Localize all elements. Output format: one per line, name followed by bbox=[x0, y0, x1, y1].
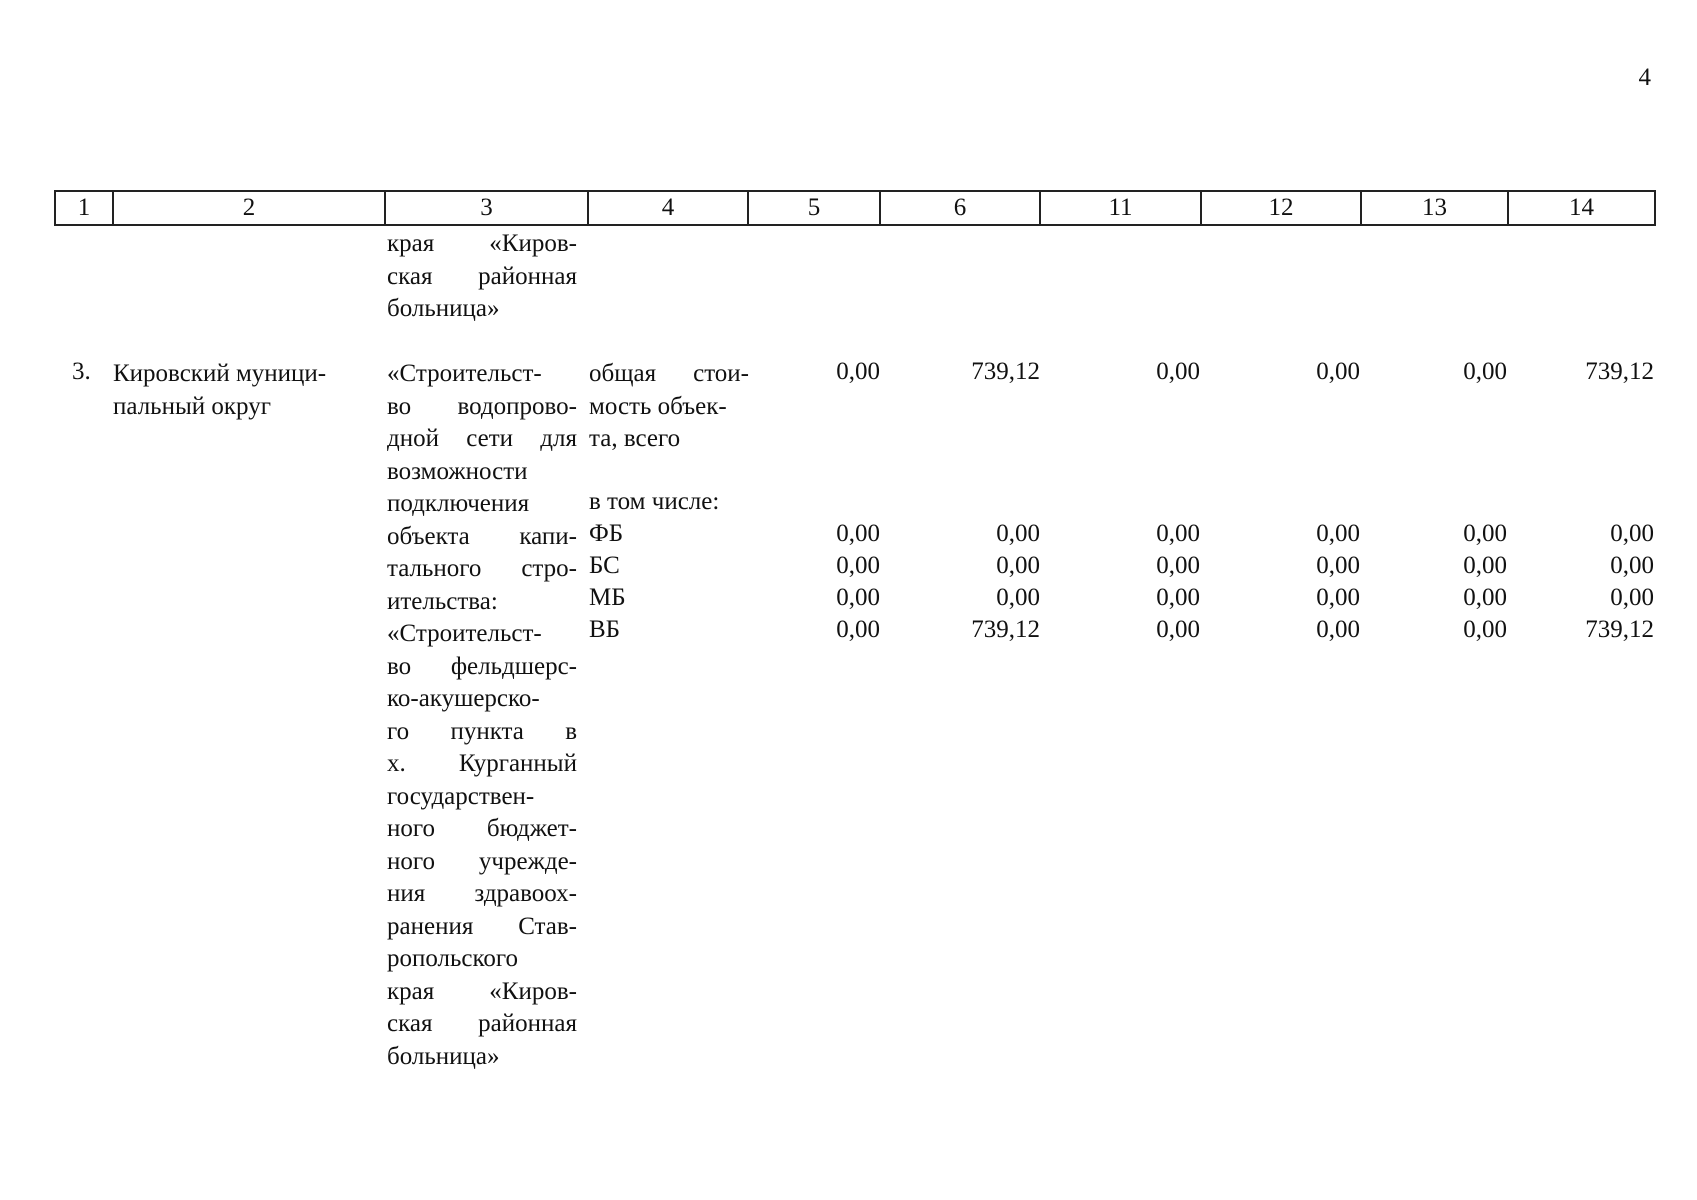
text-line: ного учрежде- bbox=[387, 847, 577, 875]
vb-col11: 0,00 bbox=[1156, 616, 1200, 643]
text-line: х. Курганный bbox=[387, 750, 577, 777]
municipality-name bbox=[113, 358, 326, 423]
column-number: 4 bbox=[588, 191, 748, 225]
bs-col6: 0,00 bbox=[996, 552, 1040, 579]
page-number: 4 bbox=[1638, 64, 1651, 91]
vb-col6: 739,12 bbox=[971, 616, 1040, 643]
text-line: ко-акушерско- bbox=[387, 685, 540, 712]
mb-col14: 0,00 bbox=[1610, 584, 1654, 611]
text-line: больница» bbox=[387, 295, 500, 322]
mb-col12: 0,00 bbox=[1316, 584, 1360, 611]
source-label-mb: МБ bbox=[589, 584, 626, 611]
text-line: «Строительст- bbox=[387, 360, 542, 387]
text-line: края «Киров- bbox=[387, 230, 577, 257]
total-col11: 0,00 bbox=[1156, 358, 1200, 385]
fb-col5: 0,00 bbox=[836, 520, 880, 547]
total-col6: 739,12 bbox=[971, 358, 1040, 385]
continuation-text bbox=[387, 228, 577, 326]
bs-col11: 0,00 bbox=[1156, 552, 1200, 579]
including-label: в том числе: bbox=[589, 488, 720, 515]
column-number: 3 bbox=[385, 191, 588, 225]
text-line: ния здравоох- bbox=[387, 880, 577, 907]
text-line: та, всего bbox=[589, 425, 681, 452]
fb-col12: 0,00 bbox=[1316, 520, 1360, 547]
object-name bbox=[387, 358, 577, 1073]
text-line: ного бюджет- bbox=[387, 815, 577, 842]
bs-col5: 0,00 bbox=[836, 552, 880, 579]
vb-col12: 0,00 bbox=[1316, 616, 1360, 643]
column-number: 14 bbox=[1508, 191, 1655, 225]
mb-col13: 0,00 bbox=[1463, 584, 1507, 611]
mb-col5: 0,00 bbox=[836, 584, 880, 611]
column-number: 13 bbox=[1361, 191, 1508, 225]
bs-col14: 0,00 bbox=[1610, 552, 1654, 579]
mb-col6: 0,00 bbox=[996, 584, 1040, 611]
text-line: объекта капи- bbox=[387, 522, 577, 550]
fb-col13: 0,00 bbox=[1463, 520, 1507, 547]
vb-col5: 0,00 bbox=[836, 616, 880, 643]
text-line: ская районная bbox=[387, 1010, 577, 1037]
text-line: Кировский муници- bbox=[113, 360, 327, 387]
text-line: пальный округ bbox=[113, 392, 271, 420]
bs-col12: 0,00 bbox=[1316, 552, 1360, 579]
text-line: во фельдшерс- bbox=[387, 652, 577, 680]
text-line: ранения Став- bbox=[387, 912, 577, 940]
fb-col14: 0,00 bbox=[1610, 520, 1654, 547]
text-line: государствен- bbox=[387, 782, 535, 810]
text-line: подключения bbox=[387, 490, 530, 517]
text-line: во водопрово- bbox=[387, 392, 577, 420]
total-col14: 739,12 bbox=[1585, 358, 1654, 385]
text-line: дной сети для bbox=[387, 425, 577, 452]
text-line: тального стро- bbox=[387, 555, 577, 582]
column-number: 11 bbox=[1040, 191, 1201, 225]
column-number: 1 bbox=[55, 191, 113, 225]
total-col5: 0,00 bbox=[836, 358, 880, 385]
text-line: го пункта в bbox=[387, 717, 577, 745]
text-line: больница» bbox=[387, 1042, 500, 1070]
vb-col14: 739,12 bbox=[1585, 616, 1654, 643]
text-line: края «Киров- bbox=[387, 977, 577, 1005]
source-label-vb: ВБ bbox=[589, 616, 621, 643]
column-number: 5 bbox=[748, 191, 880, 225]
mb-col11: 0,00 bbox=[1156, 584, 1200, 611]
text-line: ская районная bbox=[387, 262, 577, 290]
total-col13: 0,00 bbox=[1463, 358, 1507, 385]
bs-col13: 0,00 bbox=[1463, 552, 1507, 579]
cost-label bbox=[589, 358, 749, 456]
column-number: 6 bbox=[880, 191, 1040, 225]
text-line: ительства: bbox=[387, 587, 498, 615]
text-line: мость объек- bbox=[589, 392, 727, 420]
total-col12: 0,00 bbox=[1316, 358, 1360, 385]
row-index: 3. bbox=[72, 358, 91, 385]
column-number: 12 bbox=[1201, 191, 1361, 225]
fb-col6: 0,00 bbox=[996, 520, 1040, 547]
text-line: «Строительст- bbox=[387, 620, 542, 647]
text-line: общая стои- bbox=[589, 360, 749, 387]
source-label-fb: ФБ bbox=[589, 520, 624, 547]
source-label-bs: БС bbox=[589, 552, 620, 579]
vb-col13: 0,00 bbox=[1463, 616, 1507, 643]
column-number: 2 bbox=[113, 191, 385, 225]
text-line: ропольского bbox=[387, 945, 519, 972]
column-number-header bbox=[54, 190, 1656, 226]
text-line: возможности bbox=[387, 457, 528, 485]
fb-col11: 0,00 bbox=[1156, 520, 1200, 547]
